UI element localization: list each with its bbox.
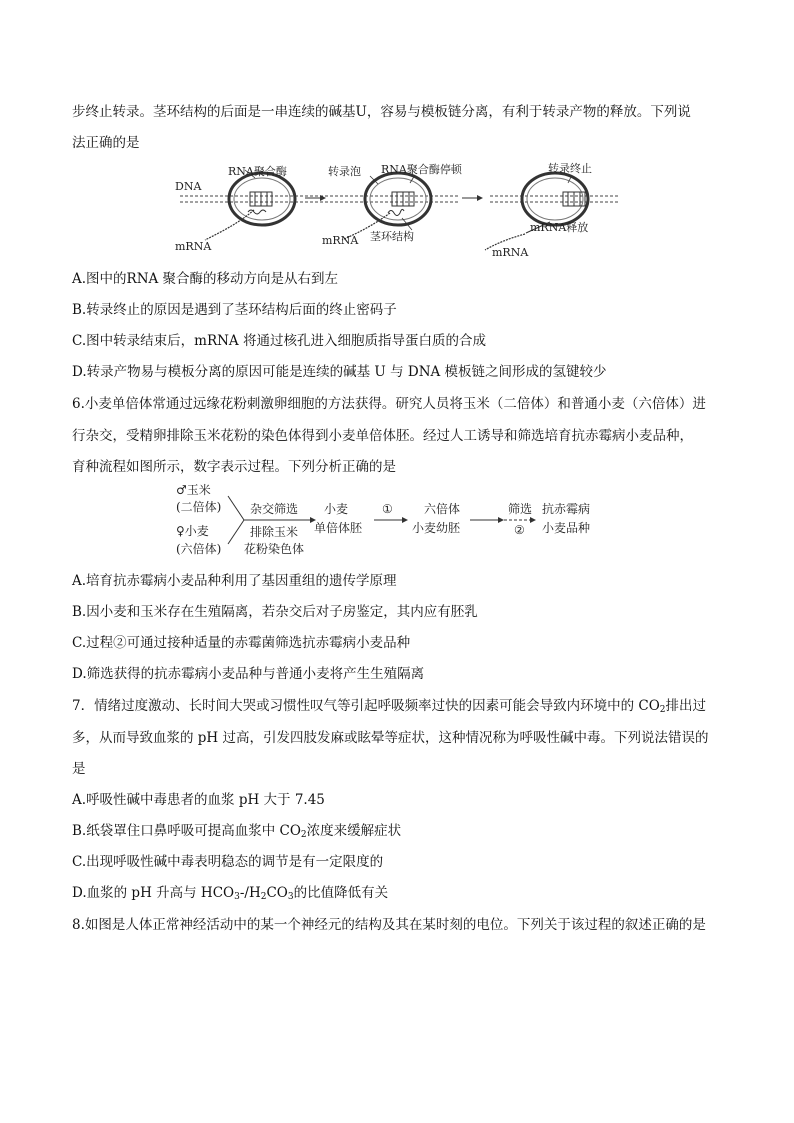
label-mrna-release: mRNA释放 — [530, 221, 589, 234]
label-result-2: 小麦品种 — [542, 521, 591, 535]
q7-stem-line-3: 是 — [72, 761, 86, 777]
q7-option-d-text: 的比值降低有关 — [293, 885, 389, 901]
q5-stem-line-1: 步终止转录。茎环结构的后面是一串连续的碱基U，容易与模板链分离，有利于转录产物的释放。下列说 — [72, 104, 691, 120]
co2-subscript: 2 — [300, 830, 307, 840]
label-exclude-1: 排除玉米 — [250, 525, 299, 539]
label-mrna-3: mRNA — [492, 246, 529, 259]
q7-option-d — [72, 884, 388, 902]
q7-stem-line-1 — [72, 697, 706, 715]
label-female-ploidy: (六倍体) — [176, 542, 222, 556]
q7-stem-text: 7．情绪过度激动、长时间大哭或习惯性叹气等引起呼吸频率过快的因素可能会导致内环境中的 CO — [72, 698, 660, 714]
label-screen: 筛选 — [508, 502, 533, 516]
q5-option-b: B.转录终止的原因是遇到了茎环结构后面的终止密码子 — [72, 302, 397, 318]
label-rna-polymerase: RNA聚合酶 — [228, 165, 287, 178]
q6-option-b: B.因小麦和玉米存在生殖隔离，若杂交后对子房鉴定，其内应有胚乳 — [72, 604, 478, 620]
label-termination: 转录终止 — [548, 162, 592, 175]
q6-option-c: C.过程②可通过接种适量的赤霉菌筛选抗赤霉病小麦品种 — [72, 635, 411, 651]
breeding-flow-figure — [172, 480, 622, 564]
q8-stem-line-1: 8.如图是人体正常神经活动中的某一个神经元的结构及其在某时刻的电位。下列关于该过程的叙述正确的是 — [72, 917, 706, 933]
label-result-1: 抗赤霉病 — [542, 502, 591, 516]
label-haploid-2: 单倍体胚 — [314, 521, 363, 535]
label-haploid-1: 小麦 — [324, 502, 349, 516]
q5-option-a: A.图中的RNA 聚合酶的移动方向是从右到左 — [72, 271, 339, 287]
subscript: 3 — [287, 892, 294, 902]
q7-option-d-text: -/H — [239, 885, 261, 901]
q7-option-b-text: B.纸袋罩住口鼻呼吸可提高血浆中 CO — [72, 823, 301, 839]
label-cross-screen: 杂交筛选 — [250, 502, 299, 516]
label-hexaploid-1: 六倍体 — [424, 502, 461, 516]
label-mrna-1: mRNA — [175, 240, 212, 253]
q5-option-c: C.图中转录结束后，mRNA 将通过核孔进入细胞质指导蛋白质的合成 — [72, 333, 486, 349]
label-pause: RNA聚合酶停顿 — [381, 163, 462, 176]
q7-option-c: C.出现呼吸性碱中毒表明稳态的调节是有一定限度的 — [72, 854, 384, 870]
label-exclude-2: 花粉染色体 — [244, 542, 305, 556]
label-mrna-2: mRNA — [322, 234, 359, 247]
subscript: 3 — [234, 892, 240, 902]
label-male-maize: ♂玉米 — [176, 483, 211, 497]
label-stem-loop: 茎环结构 — [370, 230, 414, 243]
q6-stem-line-1: 6.小麦单倍体常通过远缘花粉刺激卵细胞的方法获得。研究人员将玉米（二倍体）和普通小麦（六倍体）进 — [72, 396, 706, 412]
q5-stem-line-2: 法正确的是 — [72, 135, 140, 151]
q7-stem-text-end: 排出过 — [665, 698, 707, 714]
panel-termination — [485, 161, 620, 259]
q7-option-b — [72, 822, 401, 840]
q6-option-d: D.筛选获得的抗赤霉病小麦品种与普通小麦将产生生殖隔离 — [72, 666, 425, 682]
panel-pause — [322, 162, 463, 247]
q7-option-d-text: CO — [266, 885, 288, 901]
label-bubble: 转录泡 — [328, 165, 361, 178]
label-step-1: ① — [382, 502, 393, 516]
q6-option-a: A.培育抗赤霉病小麦品种利用了基因重组的遗传学原理 — [72, 573, 397, 589]
q7-option-b-text-end: 浓度来缓解症状 — [306, 823, 402, 839]
label-female-wheat: ♀小麦 — [176, 524, 209, 538]
label-male-ploidy: (二倍体) — [176, 500, 222, 514]
label-hexaploid-2: 小麦幼胚 — [412, 521, 461, 535]
q5-option-d: D.转录产物易与模板分离的原因可能是连续的碱基 U 与 DNA 模板链之间形成的氢键较少 — [72, 364, 607, 380]
label-step-2: ② — [514, 523, 525, 537]
q7-stem-line-2: 多，从而导致血浆的 pH 过高，引发四肢发麻或眩晕等症状，这种情况称为呼吸性碱中毒。下列说法错误的 — [72, 730, 709, 746]
transcription-figure — [170, 158, 630, 260]
co2-subscript: 2 — [659, 705, 666, 715]
subscript: 2 — [260, 892, 267, 902]
q7-option-d-text: D.血浆的 pH 升高与 HCO — [72, 885, 235, 901]
q6-stem-line-2: 行杂交，受精卵排除玉米花粉的染色体得到小麦单倍体胚。经过人工诱导和筛选培育抗赤霉病小麦品种， — [72, 428, 693, 444]
q7-option-a: A.呼吸性碱中毒患者的血浆 pH 大于 7.45 — [72, 792, 325, 808]
label-dna: DNA — [175, 180, 202, 193]
q6-stem-line-3: 育种流程如图所示，数字表示过程。下列分析正确的是 — [72, 459, 396, 475]
